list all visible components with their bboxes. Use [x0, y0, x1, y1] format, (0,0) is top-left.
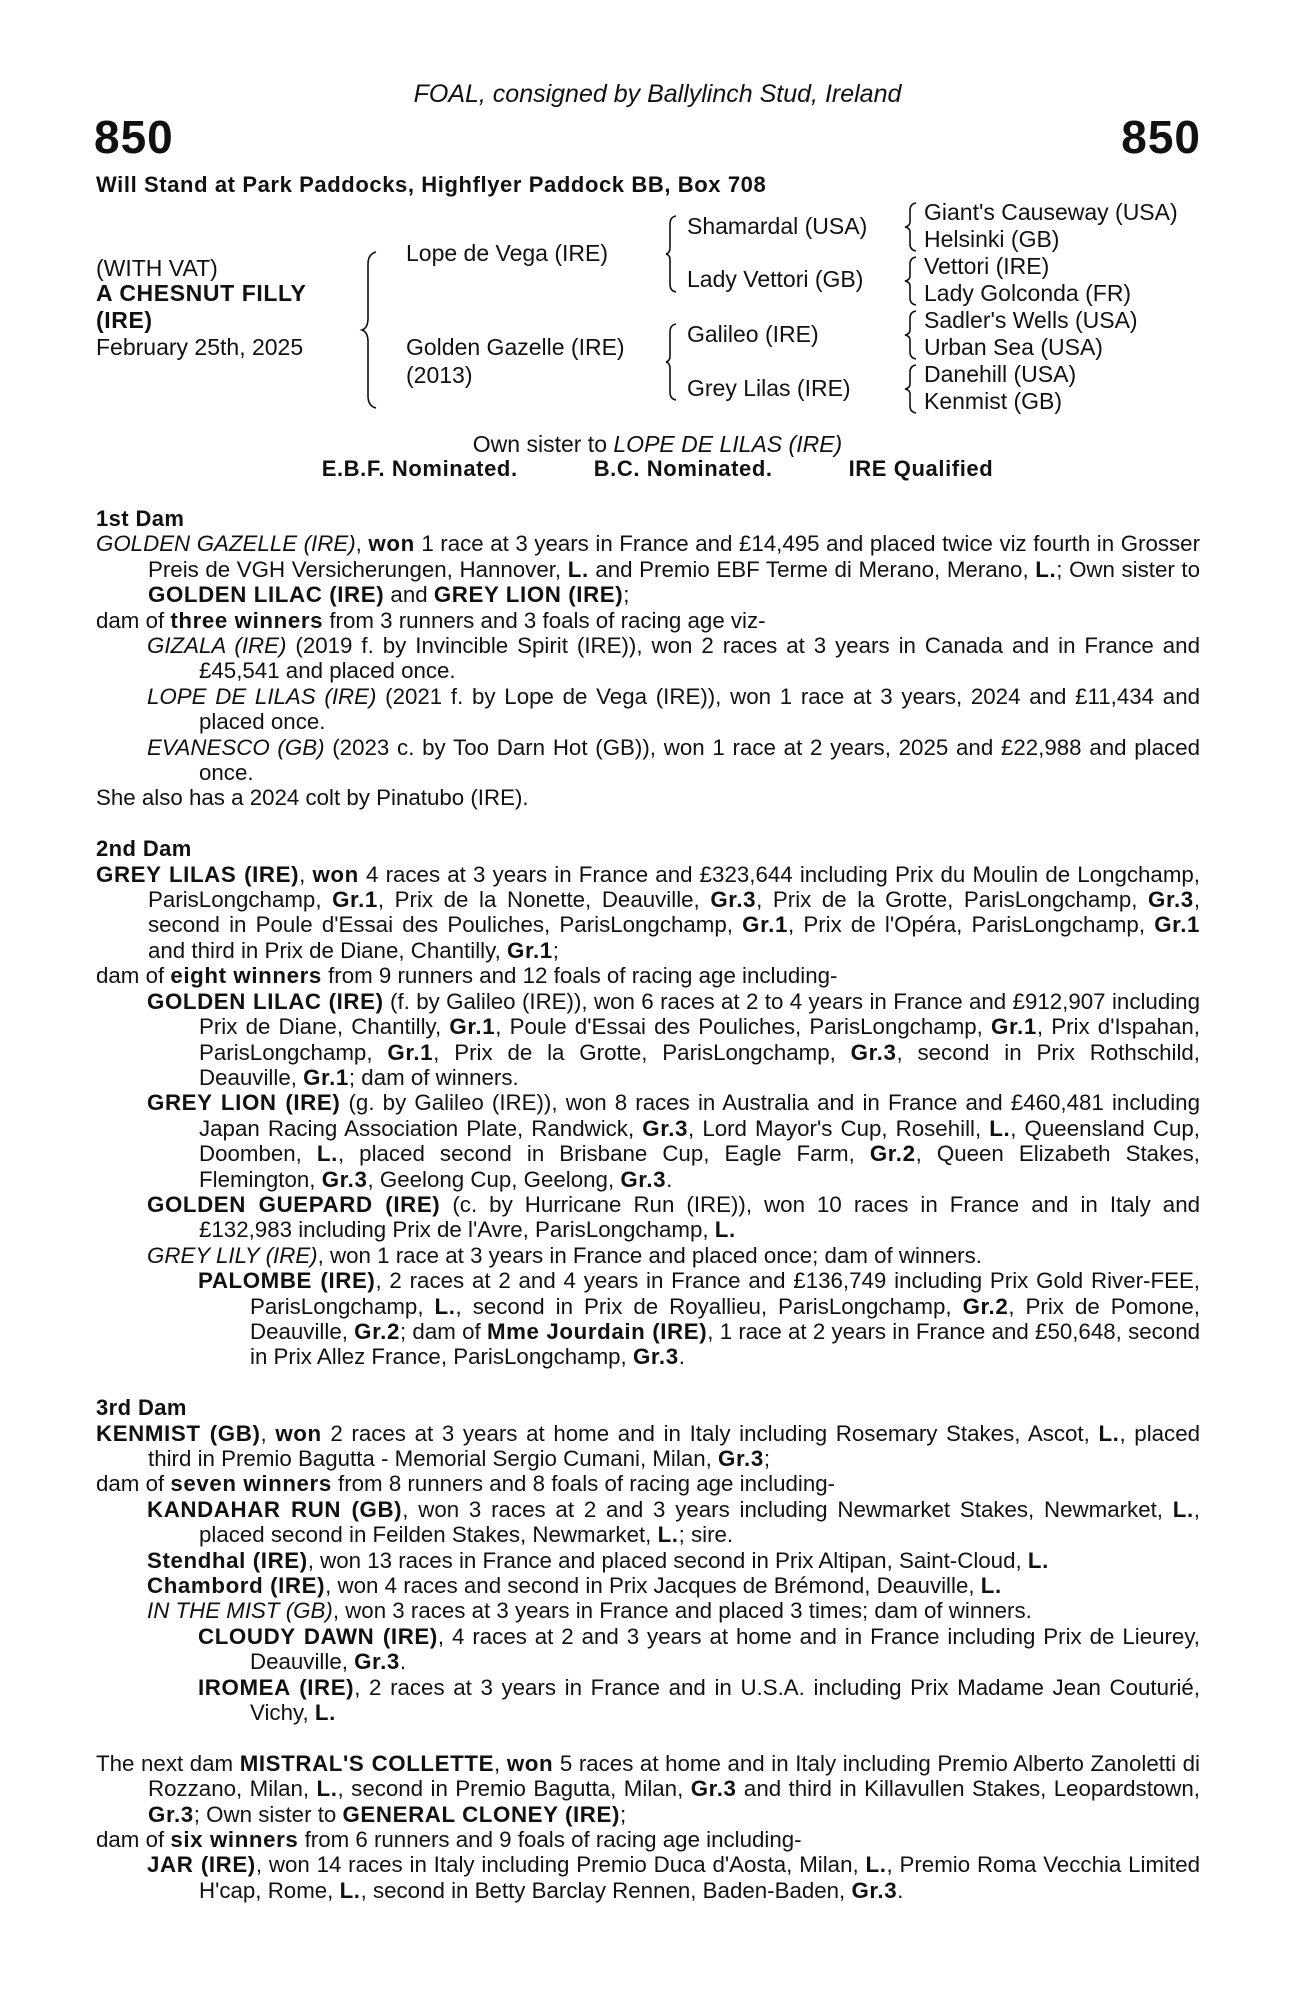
pedigree-entry	[96, 1675, 1200, 1726]
consignor-line: FOAL, consigned by Ballylinch Stud, Ireland	[413, 80, 902, 108]
text: , placed second in Brisbane Cup, Eagle Farm,	[337, 1141, 870, 1167]
bc-nominated: B.C. Nominated.	[593, 456, 773, 481]
text: , Queensland Cup, Doomben,	[199, 1115, 1200, 1167]
text: from 8 runners and 8 foals of racing age including-	[331, 1471, 836, 1497]
bold-text: GREY LILAS (IRE)	[96, 861, 300, 887]
ggp-3: Vettori (IRE)	[924, 253, 1050, 279]
bold-text: won	[312, 861, 359, 887]
pedigree-entry	[96, 785, 1200, 810]
ggp-2: Helsinki (GB)	[924, 226, 1060, 252]
bold-text: Gr.2	[962, 1293, 1009, 1319]
bold-text: Gr.1	[742, 912, 788, 938]
dam-dam: Grey Lilas (IRE)	[687, 375, 851, 401]
pedigree-entry	[96, 1624, 1200, 1675]
text: .	[897, 1877, 904, 1903]
grandparent-braces-icon	[904, 202, 918, 417]
sire-brace-icon	[666, 214, 680, 294]
pedigree-entry	[96, 1471, 1200, 1496]
ggp-6: Urban Sea (USA)	[924, 334, 1103, 360]
bold-text: L.	[316, 1141, 338, 1167]
text: , Premio Roma Vecchia Limited H'cap, Rome,	[199, 1852, 1201, 1903]
pedigree-entry	[96, 735, 1200, 786]
ggp-4: Lady Golconda (FR)	[924, 280, 1132, 306]
text: , won 4 races and second in Prix Jacques de Brémond, Deauville,	[325, 1573, 981, 1599]
bold-text: won	[368, 531, 415, 557]
text: , Geelong Cup, Geelong,	[367, 1166, 621, 1192]
bold-text: Gr.3	[718, 1446, 764, 1471]
bold-text: Gr.3	[710, 887, 757, 913]
pedigree-entry	[96, 989, 1200, 1091]
dam-sire: Galileo (IRE)	[687, 321, 819, 347]
bold-text: L.	[339, 1877, 361, 1903]
dam-section	[96, 1395, 1200, 1725]
text: ; Own sister to	[193, 1801, 343, 1827]
text: , second in Poule d'Essai des Pouliches, ParisLongchamp,	[148, 887, 1201, 938]
pedigree-entry	[96, 1852, 1200, 1903]
text: , won 1 race at 3 years in France and placed once; dam of winners.	[317, 1242, 982, 1268]
pedigree-entry	[96, 684, 1200, 735]
text: ,	[299, 861, 313, 887]
dam-section	[96, 506, 1200, 811]
horse-name-line1: A CHESNUT FILLY	[96, 280, 307, 306]
ggp-1: Giant's Causeway (USA)	[924, 199, 1178, 225]
text: , second in Betty Barclay Rennen, Baden-Baden,	[360, 1877, 852, 1903]
bold-text: Gr.3	[321, 1166, 368, 1192]
bold-text: GOLDEN GUEPARD (IRE)	[147, 1191, 441, 1217]
text: ,	[494, 1750, 507, 1776]
text: ;	[763, 1446, 771, 1471]
text: from 9 runners and 12 foals of racing age including-	[321, 963, 838, 989]
bold-text: Gr.1	[303, 1064, 349, 1090]
bold-text: Gr.1	[507, 937, 553, 963]
nominations	[0, 456, 1315, 482]
bold-text: IROMEA (IRE)	[198, 1674, 355, 1700]
bold-text: Gr.2	[869, 1141, 916, 1167]
bold-text: Gr.2	[354, 1318, 400, 1344]
text: ; Own sister to	[1056, 556, 1200, 582]
bold-text: Gr.3	[642, 1115, 689, 1141]
text: ;	[623, 582, 630, 608]
text: and third in Prix de Diane, Chantilly,	[148, 937, 507, 963]
bold-text: L.	[1035, 556, 1057, 582]
pedigree-entry	[96, 963, 1200, 988]
own-sister-note	[0, 431, 1315, 458]
bold-text: PALOMBE (IRE)	[198, 1268, 376, 1294]
dam-year: (2013)	[406, 362, 473, 388]
bold-text: Gr.1	[1154, 912, 1201, 938]
dam: Golden Gazelle (IRE)	[406, 334, 625, 360]
text: , Prix de la Nonette, Deauville,	[377, 887, 711, 913]
text: ; sire.	[678, 1522, 734, 1548]
pedigree-entry	[96, 1598, 1200, 1623]
pedigree-entry	[96, 1268, 1200, 1370]
section-heading: 3rd Dam	[96, 1395, 187, 1421]
bold-text: won	[275, 1420, 322, 1446]
pedigree-entry	[96, 1548, 1200, 1573]
text: 4 races at 3 years in France and £323,644 including Prix du Moulin de Longchamp, ParisLongchamp,	[148, 861, 1201, 913]
ebf-nominated: E.B.F. Nominated.	[321, 456, 518, 481]
bold-text: won	[506, 1750, 554, 1776]
bold-text: Gr.3	[1148, 887, 1194, 913]
catalogue-body	[96, 506, 1200, 1929]
text: 1 race at 3 years in France and £14,495 and placed twice viz fourth in Grosser Preis de VGH Versicherungen, Hannover,	[148, 531, 1201, 582]
stand-location: Will Stand at Park Paddocks, Highflyer Paddock BB, Box 708	[96, 172, 767, 197]
text: , won 13 races in France and placed second in Prix Altipan, Saint-Cloud,	[307, 1547, 1028, 1573]
bold-text: L.	[1027, 1547, 1049, 1573]
bold-text: eight winners	[170, 963, 322, 989]
text: ; dam of winners.	[348, 1064, 519, 1090]
ggp-5: Sadler's Wells (USA)	[924, 307, 1138, 333]
pedigree-entry	[96, 1192, 1200, 1243]
text: ; dam of	[399, 1318, 487, 1344]
dam-section	[96, 836, 1200, 1370]
bold-text: Stendhal (IRE)	[147, 1547, 308, 1573]
text: The next dam	[96, 1750, 240, 1776]
text: (2021 f. by Lope de Vega (IRE)), won 1 race at 3 years, 2024 and £11,434 and placed once.	[199, 683, 1201, 735]
bold-text: L.	[1172, 1496, 1194, 1522]
ggp-8: Kenmist (GB)	[924, 388, 1063, 414]
text: dam of	[96, 963, 171, 989]
main-brace-icon	[364, 250, 384, 410]
text: (g. by Galileo (IRE)), won 8 races in Australia and in France and £460,481 including Japan Racing Association Plate, Randwick,	[199, 1090, 1200, 1141]
italic-text: EVANESCO (GB)	[147, 734, 325, 760]
ggp-7: Danehill (USA)	[924, 361, 1077, 387]
own-sister-name: LOPE DE LILAS (IRE)	[613, 431, 843, 457]
text: ,	[355, 531, 369, 557]
text: , Prix de l'Opéra, ParisLongchamp,	[787, 912, 1155, 938]
text: , Poule d'Essai des Pouliches, ParisLongchamp,	[495, 1014, 992, 1040]
bold-text: L.	[1098, 1420, 1120, 1446]
bold-text: six winners	[170, 1827, 299, 1853]
bold-text: L.	[316, 1776, 338, 1802]
text: and Premio EBF Terme di Merano, Merano,	[588, 556, 1036, 582]
text: , Prix d'Ispahan, ParisLongchamp,	[199, 1014, 1200, 1065]
bold-text: Gr.1	[387, 1039, 434, 1065]
text: , won 3 races at 3 years in France and placed 3 times; dam of winners.	[332, 1598, 1032, 1624]
text: , won 14 races in Italy including Premio Duca d'Aosta, Milan,	[255, 1852, 866, 1878]
text: , won 3 races at 2 and 3 years including Newmarket Stakes, Newmarket,	[402, 1496, 1173, 1522]
text: dam of	[96, 1827, 171, 1853]
pedigree-entry	[96, 1497, 1200, 1548]
italic-text: IN THE MIST (GB)	[147, 1598, 333, 1624]
bold-text: Gr.3	[620, 1166, 667, 1192]
italic-text: GIZALA (IRE)	[147, 633, 287, 659]
bold-text: GENERAL CLONEY (IRE)	[342, 1801, 621, 1827]
pedigree-entry	[96, 1090, 1200, 1192]
bold-text: Gr.3	[851, 1877, 898, 1903]
bold-text: GOLDEN LILAC (IRE)	[148, 582, 385, 608]
text: ;	[552, 937, 559, 963]
text: (c. by Hurricane Run (IRE)), won 10 races in France and in Italy and £132,983 including Prix de l'Avre, ParisLongchamp,	[199, 1191, 1200, 1243]
bold-text: L.	[657, 1522, 679, 1548]
pedigree-entry	[96, 1751, 1200, 1827]
section-heading: 2nd Dam	[96, 836, 192, 862]
text: , second in Prix de Royallieu, ParisLongchamp,	[455, 1293, 963, 1319]
pedigree-entry	[96, 1827, 1200, 1852]
pedigree-entry	[96, 531, 1200, 607]
bold-text: Gr.3	[148, 1801, 194, 1827]
text: .	[399, 1649, 407, 1675]
bold-text: three winners	[170, 607, 324, 633]
italic-text: LOPE DE LILAS (IRE)	[147, 683, 377, 709]
bold-text: L.	[714, 1217, 736, 1243]
pedigree-entry	[96, 1573, 1200, 1598]
bold-text: L.	[434, 1293, 456, 1319]
text: , placed second in Feilden Stakes, Newmarket,	[199, 1496, 1200, 1548]
bold-text: GOLDEN LILAC (IRE)	[147, 988, 384, 1014]
sire-dam: Lady Vettori (GB)	[687, 266, 864, 292]
pedigree-entry	[96, 608, 1200, 633]
sire-sire: Shamardal (USA)	[687, 213, 868, 239]
bold-text: Gr.1	[332, 887, 378, 913]
text: , 4 races at 2 and 3 years at home and in France including Prix de Lieurey, Deauville,	[250, 1623, 1201, 1675]
own-sister-prefix: Own sister to	[472, 431, 614, 457]
text: , Prix de la Grotte, ParisLongchamp,	[433, 1039, 851, 1065]
bold-text: Mme Jourdain (IRE)	[486, 1318, 708, 1344]
text: , 1 race at 2 years in France and £50,648, second in Prix Allez France, ParisLongchamp,	[250, 1318, 1200, 1370]
text: and third in Killavullen Stakes, Leopardstown,	[736, 1776, 1200, 1802]
vat-note: (WITH VAT)	[96, 255, 218, 281]
pedigree-entry	[96, 1421, 1200, 1472]
dam-section	[96, 1751, 1200, 1903]
text: , second in Premio Bagutta, Milan,	[337, 1776, 691, 1802]
text: , Lord Mayor's Cup, Rosehill,	[688, 1115, 990, 1141]
bold-text: Gr.1	[991, 1014, 1037, 1040]
pedigree-entry	[96, 633, 1200, 684]
text: , Queen Elizabeth Stakes, Flemington,	[199, 1141, 1200, 1192]
text: , Prix de la Grotte, ParisLongchamp,	[756, 887, 1149, 913]
bold-text: Gr.3	[850, 1039, 897, 1065]
pedigree-entry	[96, 1243, 1200, 1268]
dam-brace-icon	[666, 322, 680, 402]
bold-text: seven winners	[170, 1471, 332, 1497]
bold-text: L.	[567, 556, 589, 582]
text: dam of	[96, 1471, 171, 1497]
section-heading: 1st Dam	[96, 506, 185, 531]
italic-text: GREY LILY (IRE)	[147, 1242, 318, 1268]
italic-text: GOLDEN GAZELLE (IRE)	[96, 531, 356, 557]
lot-number-right: 850	[1121, 111, 1201, 163]
sire: Lope de Vega (IRE)	[406, 240, 609, 266]
bold-text: L.	[314, 1700, 336, 1726]
text: , Prix de Pomone, Deauville,	[250, 1293, 1200, 1344]
text: (2019 f. by Invincible Spirit (IRE)), won 2 races at 3 years in Canada and in France and £45,541 and placed once.	[199, 633, 1200, 684]
bold-text: MISTRAL'S COLLETTE	[239, 1750, 495, 1776]
bold-text: Gr.3	[354, 1649, 400, 1675]
bold-text: CLOUDY DAWN (IRE)	[198, 1623, 438, 1649]
text: from 3 runners and 3 foals of racing age viz-	[323, 607, 766, 633]
bold-text: L.	[865, 1852, 887, 1878]
text: 2 races at 3 years at home and in Italy including Rosemary Stakes, Ascot,	[321, 1420, 1099, 1446]
text: She also has a 2024 colt by Pinatubo (IRE).	[96, 785, 529, 811]
bold-text: L.	[980, 1573, 1002, 1599]
text: from 6 runners and 9 foals of racing age including-	[298, 1827, 802, 1853]
text: ,	[260, 1420, 276, 1446]
bold-text: KENMIST (GB)	[96, 1420, 261, 1446]
bold-text: Gr.1	[449, 1014, 496, 1040]
bold-text: GREY LION (IRE)	[147, 1090, 341, 1116]
bold-text: Gr.3	[632, 1344, 679, 1370]
text: , 2 races at 2 and 4 years in France and £136,749 including Prix Gold River-FEE, ParisLongchamp,	[250, 1268, 1201, 1319]
bold-text: JAR (IRE)	[147, 1852, 256, 1878]
horse-name	[96, 280, 306, 307]
bold-text: KANDAHAR RUN (GB)	[147, 1496, 403, 1522]
text: and	[384, 582, 434, 608]
text: , 2 races at 3 years in France and in U.S.A. including Prix Madame Jean Couturié, Vichy,	[250, 1674, 1200, 1726]
bold-text: GREY LION (IRE)	[433, 582, 624, 608]
bold-text: L.	[989, 1115, 1011, 1141]
pedigree-entry	[96, 862, 1200, 964]
bold-text: Gr.3	[690, 1776, 737, 1802]
text: , placed third in Premio Bagutta - Memorial Sergio Cumani, Milan,	[148, 1420, 1201, 1471]
text: .	[678, 1344, 685, 1370]
lot-number-left: 850	[94, 111, 174, 163]
text: dam of	[96, 607, 171, 633]
ire-qualified: IRE Qualified	[848, 456, 994, 481]
text: (f. by Galileo (IRE)), won 6 races at 2 to 4 years in France and £912,907 including Prix de Diane, Chantilly,	[199, 988, 1200, 1040]
horse-country	[96, 307, 153, 334]
text: ;	[620, 1801, 627, 1827]
bold-text: Chambord (IRE)	[147, 1573, 326, 1599]
horse-name-line2: (IRE)	[96, 307, 153, 333]
text: 5 races at home and in Italy including Premio Alberto Zanoletti di Rozzano, Milan,	[148, 1750, 1201, 1802]
foaling-date: February 25th, 2025	[96, 334, 304, 360]
text: , second in Prix Rothschild, Deauville,	[199, 1039, 1200, 1090]
text: .	[666, 1166, 673, 1192]
text: (2023 c. by Too Darn Hot (GB)), won 1 race at 2 years, 2025 and £22,988 and placed once.	[199, 734, 1200, 786]
